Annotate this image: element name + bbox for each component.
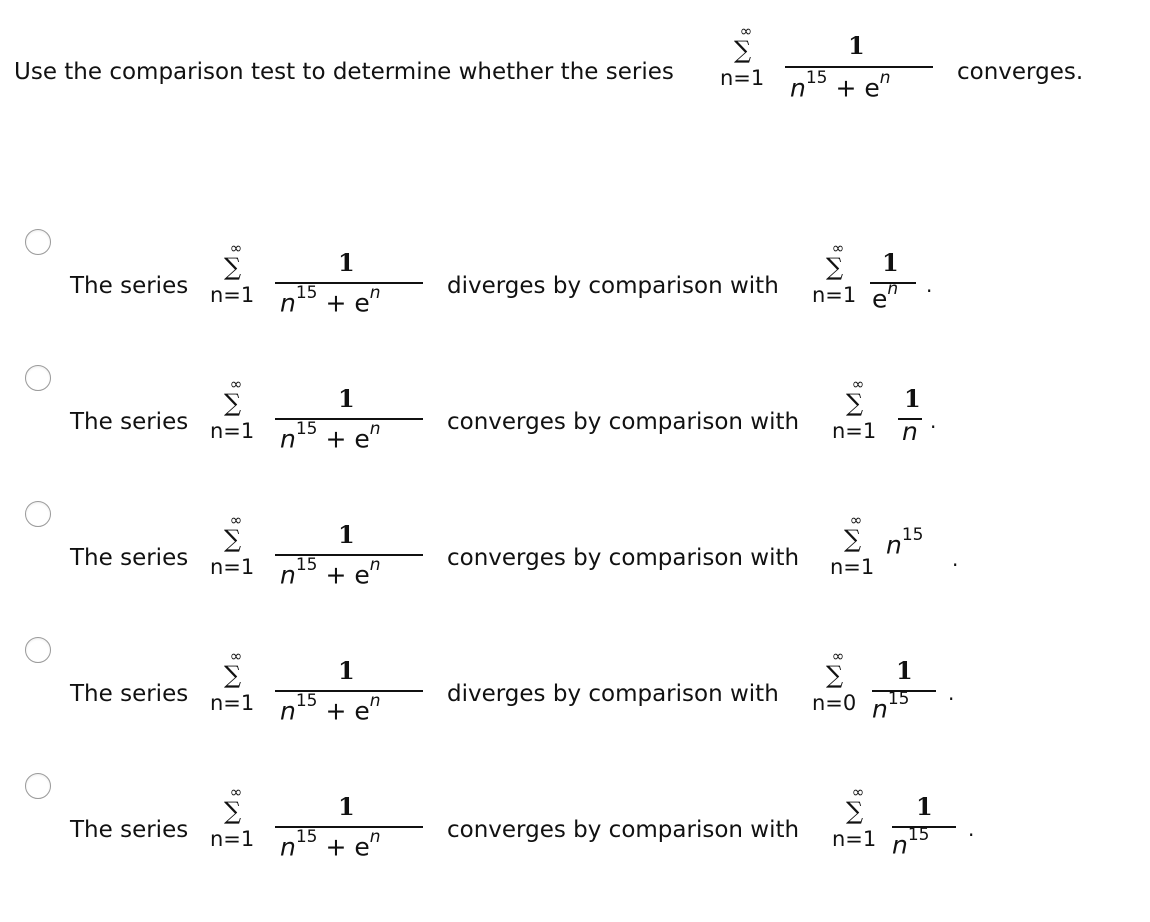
option-5-radio[interactable]	[25, 773, 51, 799]
option-3-verdict: converges by comparison with	[447, 545, 800, 571]
option-4-radio[interactable]	[25, 637, 51, 663]
prompt-lead: Use the comparison test to determine whether the series	[14, 59, 674, 85]
option-2-verdict: converges by comparison with	[447, 409, 800, 435]
prompt-trail: converges.	[957, 59, 1084, 85]
question: Use the comparison test to determine whether the series ∞ ∑ n=1 1 $n^{15} + e^n$ converges. The series ∞ ∑ n=1 1 $n^{15} + e^n$ diverges by comparison with ∞ ∑ n=1 1 $e^n$ . The series ∞ ∑ n=1 1 $n^{15} + e^n$ converges by comparison with ∞ ∑ n=1 1 n . The series ∞ ∑ n=1 1 $n^{15} + e^n$ converges by comparison with ∞ ∑ n=1 $n^{15}$ . The series ∞ ∑ n=1 1 $n^{15} + e^n$ diverges by comparison with ∞ ∑ n=0 1 $n^{15}$ . The series ∞ ∑ n=1 1 $n^{15} + e^n$ converges by comparison with ∞ ∑ n=1 1 $n^{15}$ .	[14, 22, 1084, 862]
fraction-denominator: $n^{15} + e^n$	[790, 68, 891, 103]
option-2-radio[interactable]	[25, 365, 51, 391]
option-1-prefix: The series	[70, 273, 189, 299]
option-4-verdict: diverges by comparison with	[447, 681, 779, 707]
option-5-verdict: converges by comparison with	[447, 817, 800, 843]
option-2-prefix: The series	[70, 409, 189, 435]
fraction-numerator: 1	[848, 31, 865, 60]
option-1-verdict: diverges by comparison with	[447, 273, 779, 299]
option-4-prefix: The series	[70, 681, 189, 707]
option-3-prefix: The series	[70, 545, 189, 571]
option-1-radio[interactable]	[25, 229, 51, 255]
option-3-radio[interactable]	[25, 501, 51, 527]
option-5-prefix: The series	[70, 817, 189, 843]
